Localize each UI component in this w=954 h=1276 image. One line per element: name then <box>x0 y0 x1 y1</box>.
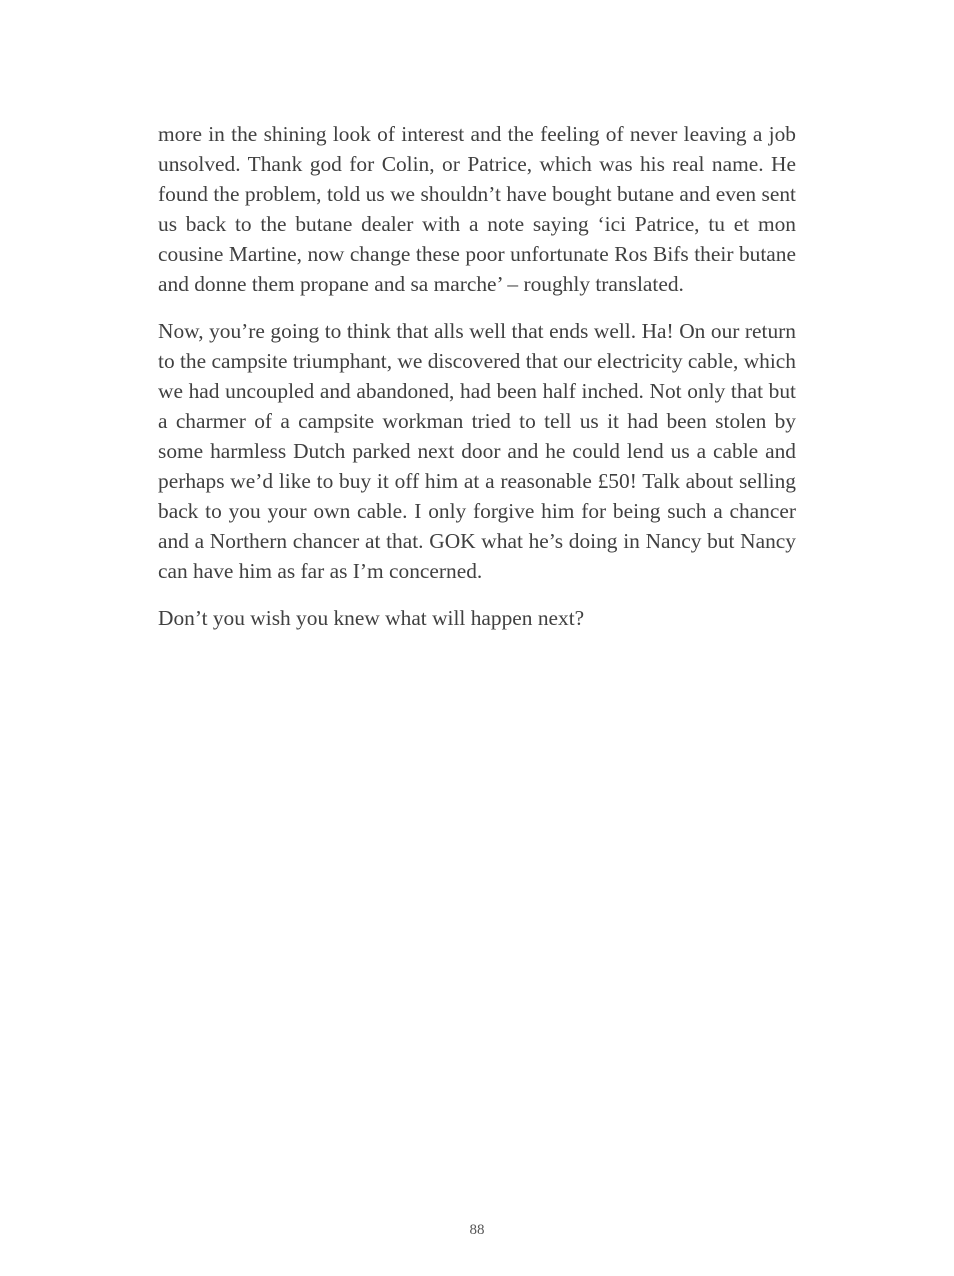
body-text <box>158 119 796 650</box>
paragraph-1: more in the shining look of interest and the feeling of never leaving a job unsolved. Thank god for Colin, or Patrice, which was his real name. He found the problem, told us we shouldn’t have bought butane and even sent us back to the butane dealer with a note saying ‘ici Patrice, tu et mon cousine Martine, now change these poor unfortunate Ros Bifs their butane and donne them propane and sa marche’ – roughly translated. <box>158 122 796 296</box>
paragraph-2: Now, you’re going to think that alls well that ends well. Ha! On our return to the campsite triumphant, we discovered that our electricity cable, which we had uncoupled and abandoned, had been half inched. Not only that but a charmer of a campsite workman tried to tell us it had been stolen by some harmless Dutch parked next door and he could lend us a cable and perhaps we’d like to buy it off him at a reasonable £50! Talk about selling back to you your own cable. I only forgive him for being such a chancer and a Northern chancer at that. GOK what he’s doing in Nancy but Nancy can have him as far as I’m concerned. <box>158 319 796 583</box>
page-number: 88 <box>469 1222 485 1238</box>
paragraph-3: Don’t you wish you knew what will happen next? <box>158 606 585 630</box>
